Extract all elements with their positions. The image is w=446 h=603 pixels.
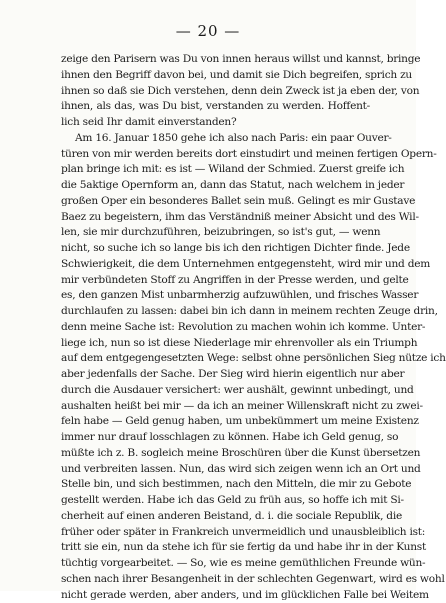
text-line: nicht gerade werden, aber anders, und im glücklichen Falle bei Weitem <box>61 588 370 603</box>
body-text <box>61 52 370 603</box>
text-line: durch die Ausdauer versichert: wer aushält, gewinnt unbedingt, und <box>61 383 370 399</box>
text-line: tritt sie ein, nun da stehe ich für sie fertig da und habe ihr in der Kunst <box>61 540 370 556</box>
text-line: früher oder später in Frankreich unvermeidlich und unausbleiblich ist: <box>61 525 370 541</box>
text-line: tüchtig vorgearbeitet. — So, wie es meine gemüthlichen Freunde wün- <box>61 556 370 572</box>
text-line: Stelle bin, und sich bestimmen, nach den Mitteln, die mir zu Gebote <box>61 477 370 493</box>
text-line: müßte ich z. B. sogleich meine Broschüren über die Kunst übersetzen <box>61 446 370 462</box>
text-line: Am 16. Januar 1850 gehe ich also nach Paris: ein paar Ouver- <box>61 131 370 147</box>
text-line: plan bringe ich mit: es ist — Wiland der Schmied. Zuerst greife ich <box>61 162 370 178</box>
text-line: len, sie mir durchzuführen, beizubringen, so ist's gut, — wenn <box>61 225 370 241</box>
page-number: — 20 — <box>0 22 416 40</box>
text-line: aushalten heißt bei mir — da ich an meiner Willenskraft nicht zu zwei- <box>61 399 370 415</box>
text-line: es, den ganzen Mist unbarmherzig aufzuwühlen, und frisches Wasser <box>61 288 370 304</box>
text-line: ihnen den Begriff davon bei, und damit sie Dich begreifen, sprich zu <box>61 68 370 84</box>
text-line: durchlaufen zu lassen: dabei bin ich dann in meinem rechten Zeuge drin, <box>61 304 370 320</box>
text-line: gestellt werden. Habe ich das Geld zu früh aus, so hoffe ich mit Si- <box>61 493 370 509</box>
text-line: und verbreiten lassen. Nun, das wird sich zeigen wenn ich an Ort und <box>61 462 370 478</box>
text-line: denn meine Sache ist: Revolution zu machen wohin ich komme. Unter- <box>61 320 370 336</box>
text-line: feln habe — Geld genug haben, um unbekümmert um meine Existenz <box>61 414 370 430</box>
text-line: ihnen so daß sie Dich verstehen, denn dein Zweck ist ja eben der, von <box>61 84 370 100</box>
text-line: immer nur drauf losschlagen zu können. Habe ich Geld genug, so <box>61 430 370 446</box>
text-line: aber jedenfalls der Sache. Der Sieg wird hierin eigentlich nur aber <box>61 367 370 383</box>
text-line: die 5aktige Opernform an, dann das Statut, nach welchem in jeder <box>61 178 370 194</box>
text-line: liege ich, nun so ist diese Niederlage mir ehrenvoller als ein Triumph <box>61 336 370 352</box>
text-line: cherheit auf einen anderen Beistand, d. i. die sociale Republik, die <box>61 509 370 525</box>
text-line: Schwierigkeit, die dem Unternehmen entgegensteht, wird mir und dem <box>61 257 370 273</box>
text-line: schen nach ihrer Besangenheit in der schlechten Gegenwart, wird es wohl <box>61 572 370 588</box>
text-line: nicht, so suche ich so lange bis ich den richtigen Dichter finde. Jede <box>61 241 370 257</box>
text-line: zeige den Parisern was Du von innen heraus willst und kannst, bringe <box>61 52 370 68</box>
text-line: mir verbündeten Stoff zu Angriffen in der Presse werden, und gelte <box>61 273 370 289</box>
text-line: lich seid Ihr damit einverstanden? <box>61 115 370 131</box>
text-line: türen von mir werden bereits dort einstudirt und meinen fertigen Opern- <box>61 147 370 163</box>
text-line: Baez zu begeistern, ihm das Verständniß meiner Absicht und des Wil- <box>61 210 370 226</box>
text-line: auf dem entgegengesetzten Wege: selbst ohne persönlichen Sieg nütze ich <box>61 351 370 367</box>
text-line: großen Oper ein besonderes Ballet sein muß. Gelingt es mir Gustave <box>61 194 370 210</box>
text-line: ihnen, als das, was Du bist, verstanden zu werden. Hoffent- <box>61 99 370 115</box>
